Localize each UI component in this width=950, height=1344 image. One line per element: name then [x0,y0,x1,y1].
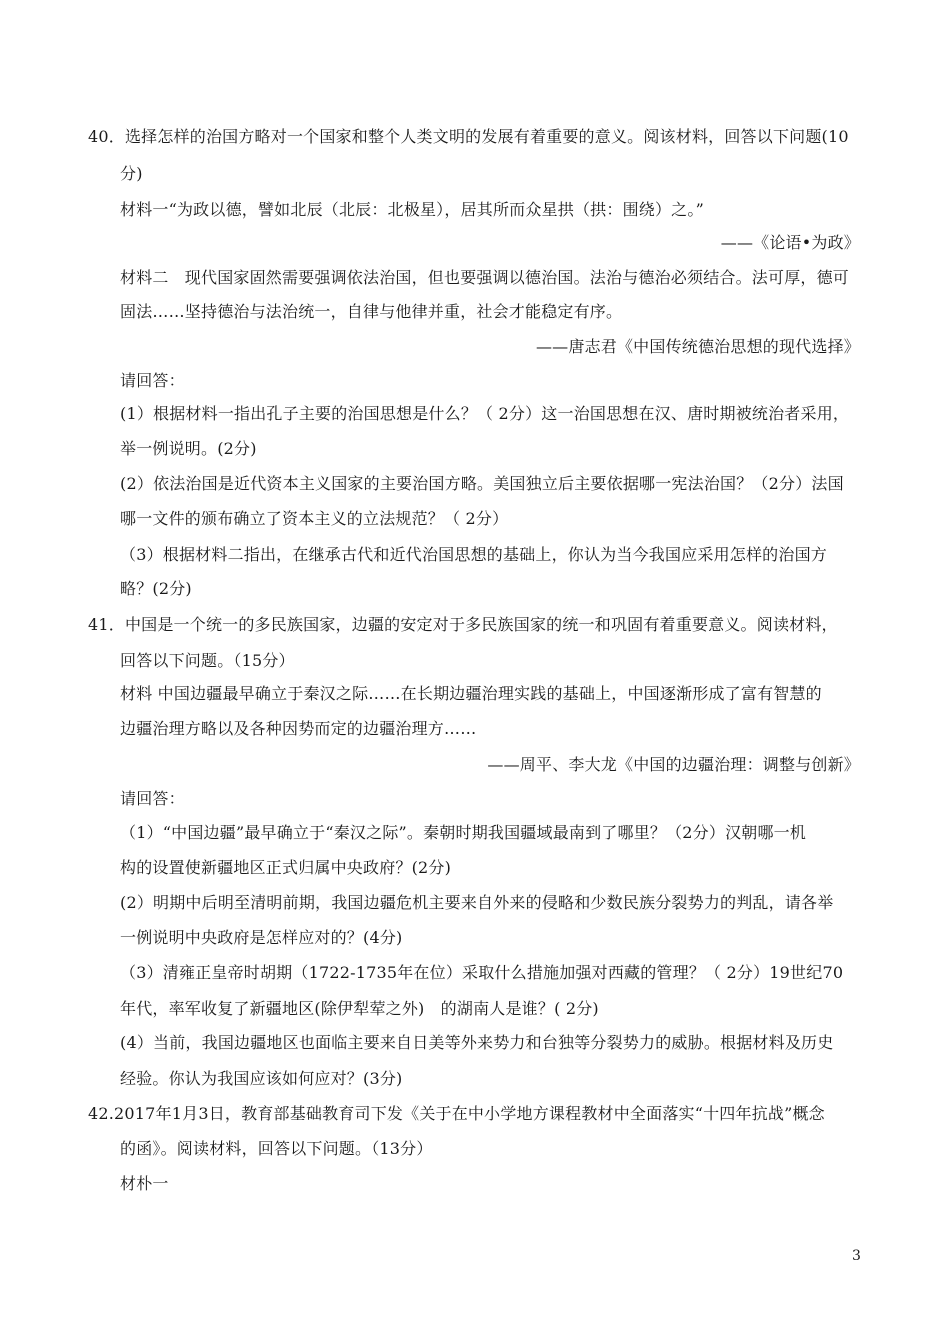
q41-part-1: （1）“中国边疆”最早确立于“秦汉之际”。秦朝时期我国疆域最南到了哪里？（2分）汉朝哪一机 [120,823,807,842]
q41-part-1-cont: 构的设置使新疆地区正式归属中央政府？(2分) [120,858,452,877]
question-41-stem: 41．中国是一个统一的多民族国家，边疆的安定对于多民族国家的统一和巩固有着重要意义。阅读材料， [88,615,838,634]
q41-part-2: (2）明期中后明至清明前期，我国边疆危机主要来自外来的侵略和少数民族分裂势力的判乱，请各举 [120,893,834,912]
question-42-stem-cont: 的函》。阅读材料，回答以下问题。（13分） [120,1139,433,1158]
q40-material-2-source: ——唐志君《中国传统德治思想的现代选择》 [535,337,860,356]
q40-part-2: (2）依法治国是近代资本主义国家的主要治国方略。美国独立后主要依据哪一宪法治国？（2分）法国 [120,474,844,493]
q40-material-1-source: ——《论语•为政》 [720,233,860,252]
q40-part-3: （3）根据材料二指出，在继承古代和近代治国思想的基础上，你认为当今我国应采用怎样的治国方 [120,545,827,564]
q41-part-2-cont: 一例说明中央政府是怎样应对的？(4分) [120,928,403,947]
q41-material: 材料 中国边疆最早确立于秦汉之际……在长期边疆治理实践的基础上，中国逐渐形成了富有智慧的 [120,684,822,703]
q40-part-1-cont: 举一例说明。(2分) [120,439,257,458]
q40-part-3-cont: 略？(2分) [120,579,192,598]
q42-material-label: 材朴一 [120,1174,169,1193]
q41-material-source: ——周平、李大龙《中国的边疆治理：调整与创新》 [487,755,860,774]
q41-part-3-cont: 年代，率军收复了新疆地区(除伊犁荤之外) 的湖南人是谁？( 2分) [120,999,599,1018]
q40-material-2-cont: 固法……坚持德治与法治统一，自律与他律并重，社会才能稳定有序。 [120,302,623,321]
q40-part-1: (1）根据材料一指出孔子主要的治国思想是什么？（ 2分）这一治国思想在汉、唐时期被统治者采用， [120,404,850,423]
q41-part-4-cont: 经验。你认为我国应该如何应对？(3分) [120,1069,403,1088]
question-42-stem: 42.2017年1月3日，教育部基础教育司下发《关于在中小学地方课程教材中全面落实“十四年抗战”概念 [88,1104,825,1123]
question-41-stem-cont: 回答以下问题。（15分） [120,651,295,670]
q40-ask-label: 请回答： [120,371,185,390]
q40-material-2: 材料二 现代国家固然需要强调依法治国，但也要强调以德治国。法治与德治必须结合。法可厚，德可 [120,268,850,287]
question-40-stem: 40．选择怎样的治国方略对一个国家和整个人类文明的发展有着重要的意义。阅该材料，回答以下问题(10 [88,127,849,146]
q41-material-cont: 边疆治理方略以及各种因势而定的边疆治理方…… [120,719,477,738]
q40-part-2-cont: 哪一文件的颁布确立了资本主义的立法规范？（ 2分） [120,509,509,528]
q41-ask-label: 请回答： [120,789,185,808]
page-number: 3 [852,1248,861,1264]
q41-part-3: （3）清雍正皇帝时胡期（1722-1735年在位）采取什么措施加强对西藏的管理？（ 2分）19世纪70 [120,963,844,982]
q41-part-4: (4）当前，我国边疆地区也面临主要来自日美等外来势力和台独等分裂势力的威胁。根据材料及历史 [120,1033,834,1052]
question-40-stem-cont: 分) [120,164,143,183]
q40-material-1: 材料一“为政以德，譬如北辰（北辰：北极星），居其所而众星拱（拱：围绕）之。” [120,200,704,219]
